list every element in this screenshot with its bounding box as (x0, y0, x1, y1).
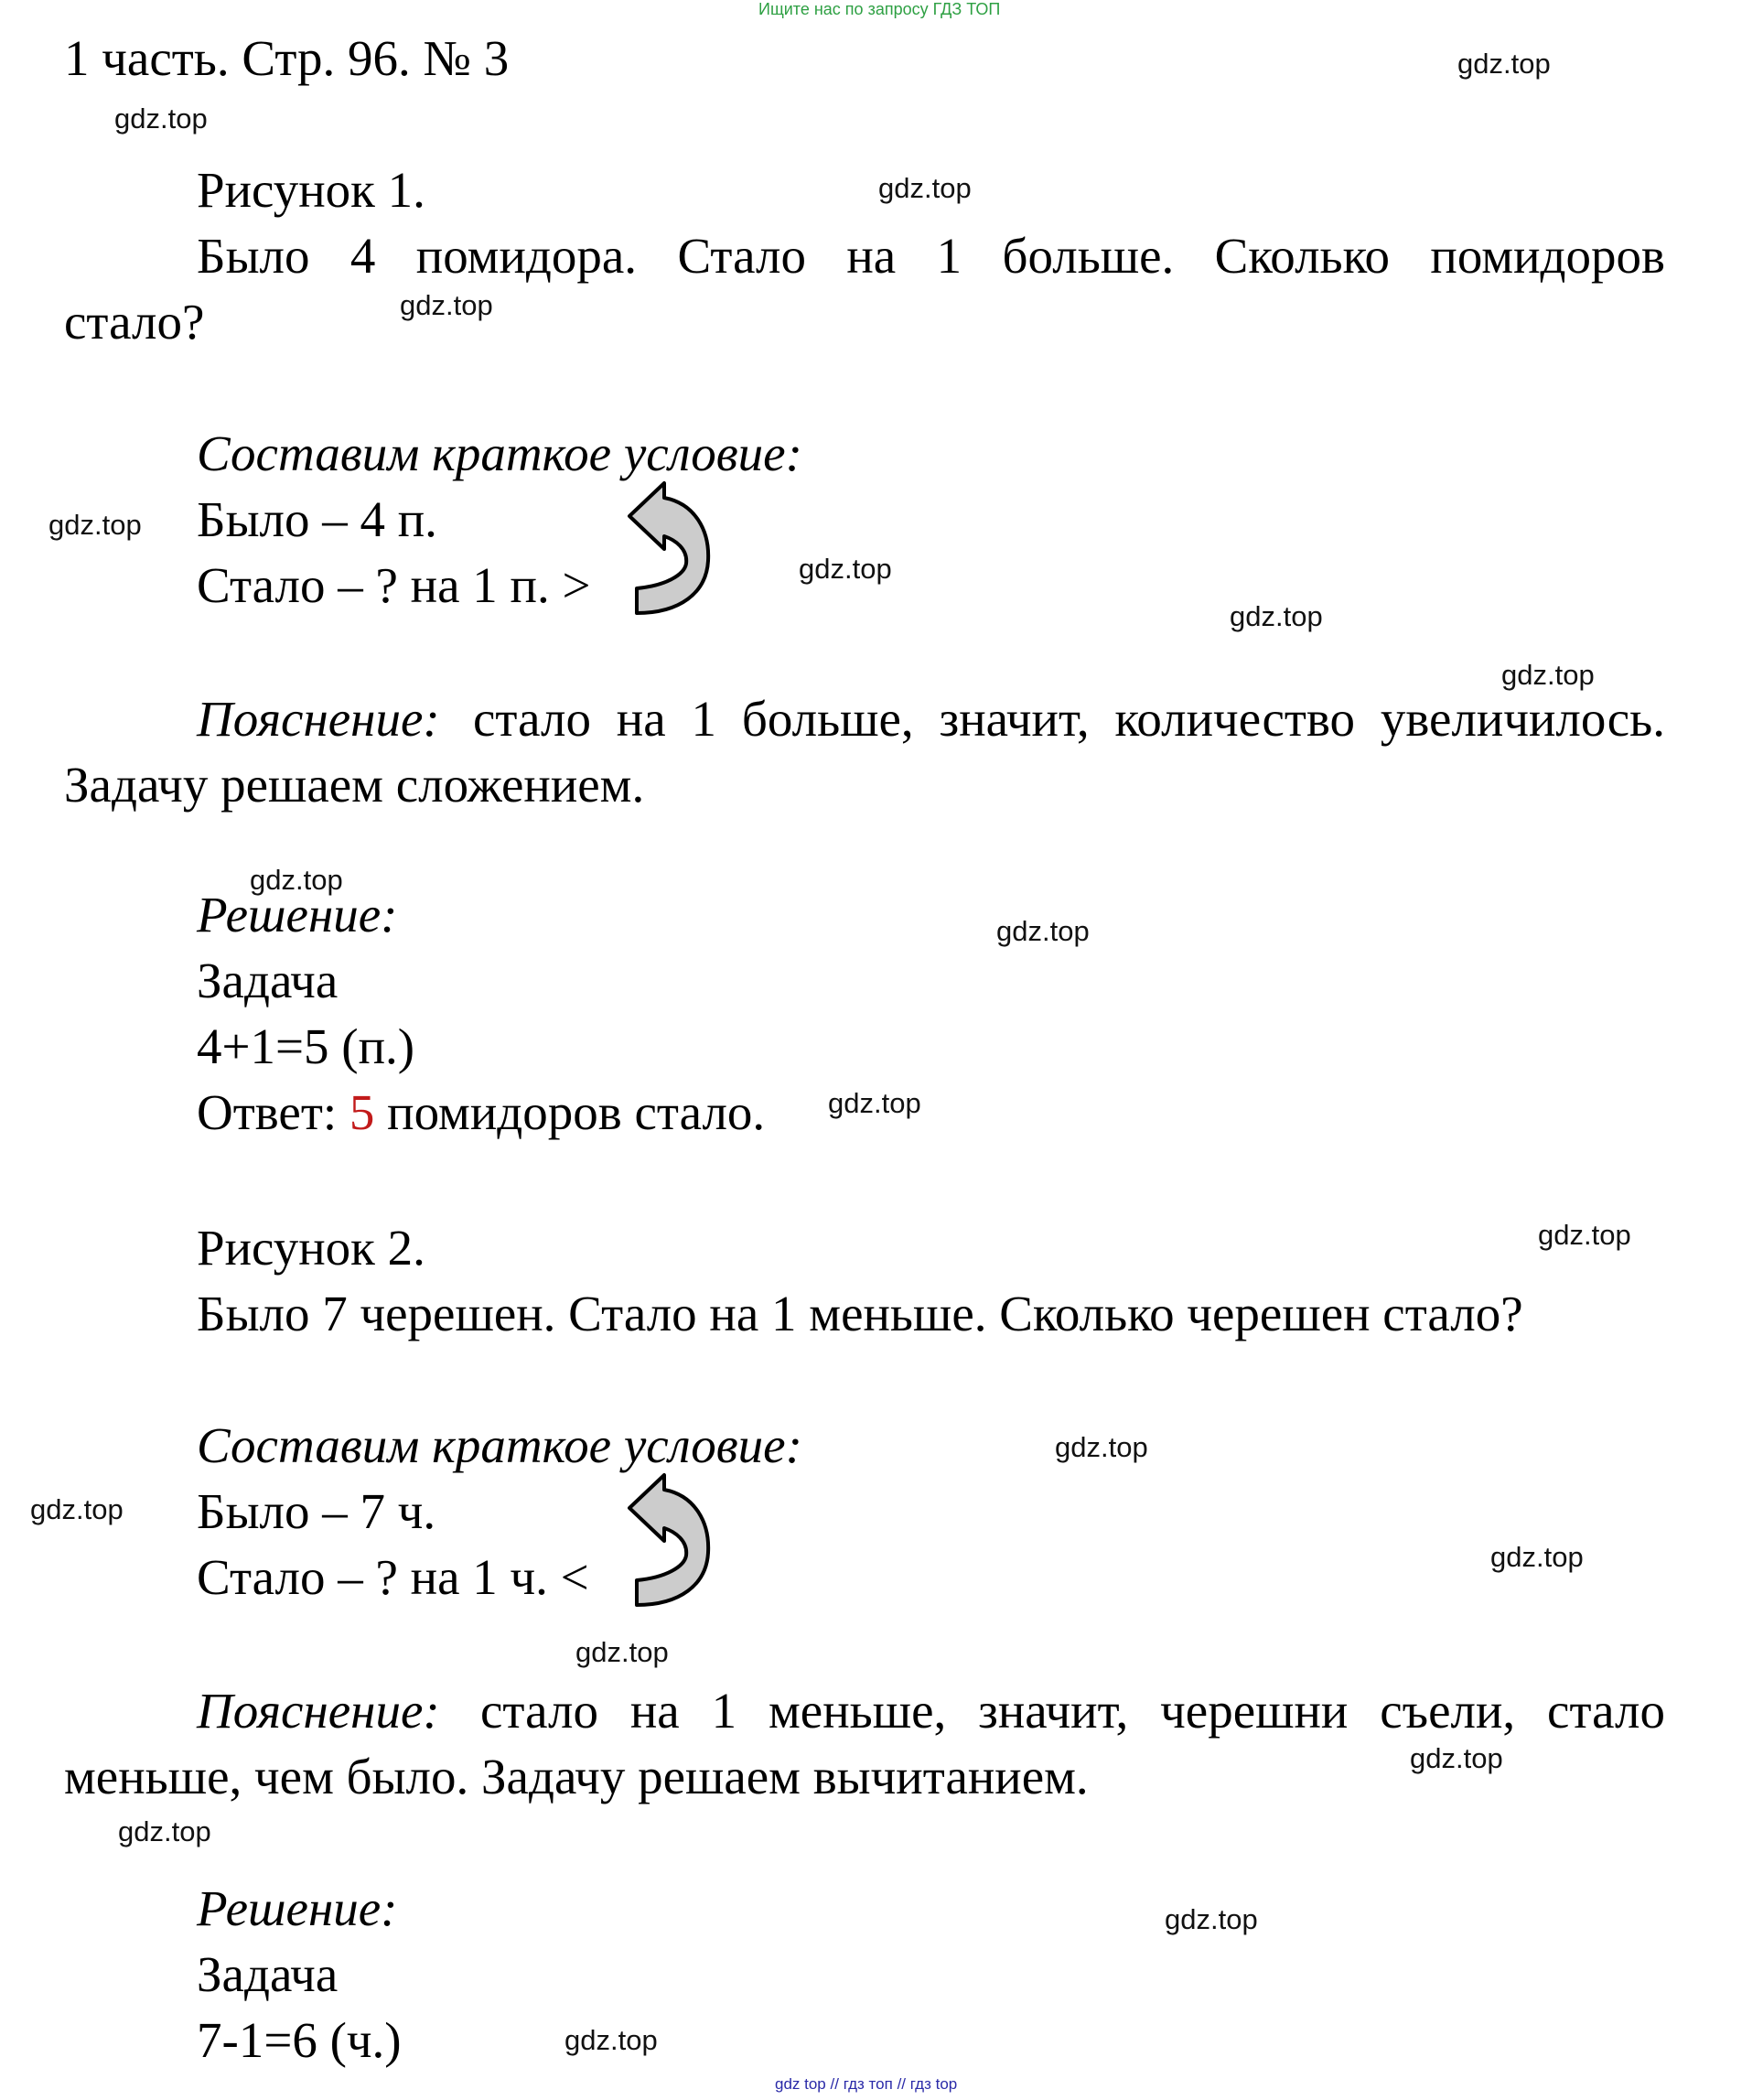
watermark: gdz.top (996, 915, 1090, 947)
watermark: gdz.top (118, 1815, 211, 1847)
watermark: gdz.top (400, 289, 493, 321)
watermark: gdz.top (1410, 1742, 1503, 1774)
page-header: 1 часть. Стр. 96. № 3 (64, 30, 510, 86)
watermark: gdz.top (1457, 48, 1551, 80)
curved-arrow-icon (629, 1475, 712, 1608)
figure1-condition-line2: Стало – ? на 1 п. > (197, 557, 591, 613)
bottom-link-separator: // (897, 2075, 907, 2093)
answer-number: 5 (349, 1084, 375, 1140)
figure2-explanation-label: Пояснение: (197, 1683, 440, 1739)
figure1-problem-line2: стало? (64, 294, 205, 350)
watermark: gdz.top (1055, 1431, 1148, 1463)
figure1-explanation-line2: Задачу решаем сложением. (64, 757, 645, 813)
watermark: gdz.top (564, 2024, 658, 2056)
figure1-answer (197, 1080, 765, 1146)
figure2-equation: 7-1=6 (ч.) (197, 2012, 402, 2068)
watermark: gdz.top (799, 553, 892, 585)
watermark: gdz.top (250, 864, 343, 896)
watermark: gdz.top (1490, 1541, 1584, 1573)
watermark: gdz.top (1165, 1903, 1258, 1935)
figure1-problem-line1: Было 4 помидора. Стало на 1 больше. Сколько помидоров (197, 228, 1665, 284)
figure2-condition-line2: Стало – ? на 1 ч. < (197, 1549, 589, 1605)
figure2-title: Рисунок 2. (197, 1220, 425, 1276)
top-search-link[interactable]: Ищите нас по запросу ГДЗ ТОП (758, 0, 1001, 18)
figure1-explanation-label: Пояснение: (197, 691, 440, 747)
watermark: gdz.top (1230, 600, 1323, 632)
bottom-link-separator: // (830, 2075, 839, 2093)
figure1-equation: 4+1=5 (п.) (197, 1018, 415, 1074)
figure2-explanation-line1: стало на 1 меньше, значит, черешни съели, стало (480, 1683, 1665, 1739)
watermark: gdz.top (575, 1636, 669, 1668)
figure2-task-label: Задача (197, 1946, 339, 2002)
bottom-link-gdz-top-ru[interactable]: гдз топ (843, 2075, 893, 2093)
curved-arrow-icon (629, 483, 712, 616)
figure1-condition-line1: Было – 4 п. (197, 491, 437, 547)
answer-suffix: помидоров стало. (374, 1084, 766, 1140)
figure1-explanation-line1: стало на 1 больше, значит, количество увеличилось. (473, 691, 1665, 747)
figure1-task-label: Задача (197, 953, 339, 1008)
figure2-solution-heading: Решение: (197, 1880, 398, 1936)
watermark: gdz.top (1501, 659, 1595, 691)
figure2-problem-line1: Было 7 черешен. Стало на 1 меньше. Сколько черешен стало? (197, 1286, 1523, 1341)
figure2-explanation-line2: меньше, чем было. Задачу решаем вычитанием. (64, 1749, 1089, 1804)
watermark: gdz.top (828, 1087, 921, 1119)
answer-prefix: Ответ: (197, 1084, 349, 1140)
bottom-link-gdz-top-mixed[interactable]: гдз top (909, 2075, 958, 2093)
watermark: gdz.top (878, 172, 972, 204)
figure1-condition-heading: Составим краткое условие: (197, 425, 802, 481)
figure2-condition-heading: Составим краткое условие: (197, 1417, 802, 1473)
figure1-title: Рисунок 1. (197, 162, 425, 218)
watermark: gdz.top (48, 509, 142, 541)
watermark: gdz.top (1538, 1219, 1631, 1251)
watermark: gdz.top (30, 1493, 124, 1525)
figure1-solution-heading: Решение: (197, 887, 398, 942)
bottom-links (775, 2075, 957, 2094)
watermark: gdz.top (114, 102, 208, 135)
bottom-link-gdz-top[interactable]: gdz top (775, 2075, 826, 2093)
figure2-condition-line1: Было – 7 ч. (197, 1483, 436, 1539)
